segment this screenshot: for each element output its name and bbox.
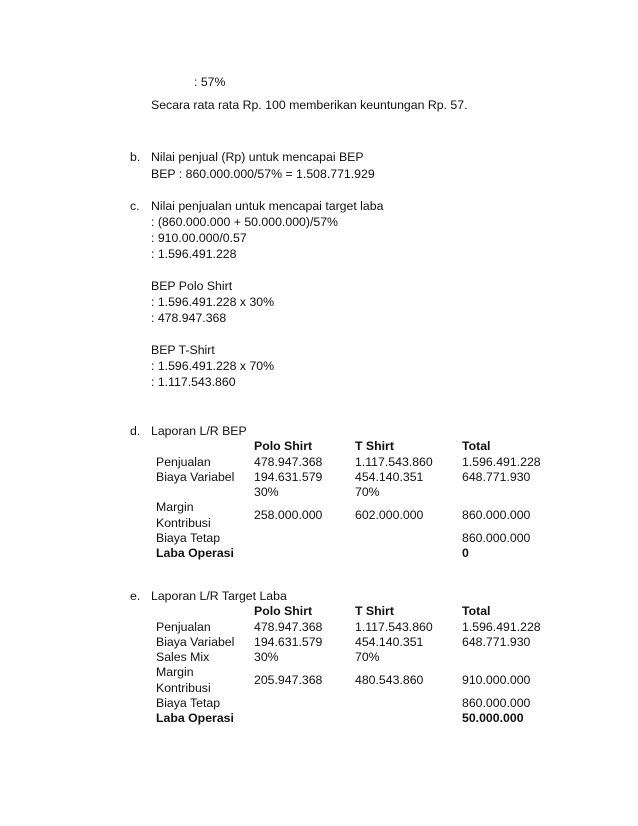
row-label-penjualan: Penjualan [156, 455, 211, 469]
bep-tshirt-line2: : 1.117.543.860 [151, 375, 236, 389]
row-label-sales-mix: Sales Mix [156, 650, 210, 664]
margin-percent-line: : 57% [194, 75, 226, 89]
row-label-biaya-variabel: Biaya Variabel [156, 470, 235, 484]
cell-penjualan-polo: 478.947.368 [254, 455, 323, 469]
bep-polo-title: BEP Polo Shirt [151, 279, 233, 293]
section-c-title: Nilai penjualan untuk mencapai target laba [151, 199, 384, 213]
cell-sales-mix-polo: 30% [254, 650, 279, 664]
bep-polo-line1: : 1.596.491.228 x 30% [151, 295, 275, 309]
cell-biaya-variabel-total: 648.771.930 [462, 470, 531, 484]
row-label-biaya-tetap: Biaya Tetap [156, 531, 221, 545]
cell-margin-total: 910.000.000 [462, 673, 531, 687]
row-label-kontribusi: Kontribusi [156, 681, 211, 695]
section-c-marker: c. [130, 199, 140, 213]
table-header-polo: Polo Shirt [254, 439, 313, 453]
section-d-title: Laporan L/R BEP [151, 424, 247, 438]
section-e-marker: e. [130, 589, 141, 603]
intro-sentence: Secara rata rata Rp. 100 memberikan keuntungan Rp. 57. [151, 98, 468, 112]
row-label-biaya-tetap: Biaya Tetap [156, 696, 221, 710]
cell-sales-mix-tshirt: 70% [355, 650, 380, 664]
section-b-bep-formula: BEP : 860.000.000/57% = 1.508.771.929 [151, 167, 375, 181]
table-header-tshirt: T Shirt [355, 439, 394, 453]
cell-laba-operasi-total: 0 [462, 546, 469, 560]
cell-penjualan-total: 1.596.491.228 [462, 455, 541, 469]
row-label-laba-operasi: Laba Operasi [156, 711, 234, 725]
section-c-formula-line1: : (860.000.000 + 50.000.000)/57% [151, 215, 338, 229]
row-label-margin: Margin [156, 665, 194, 679]
table-header-total: Total [462, 439, 491, 453]
cell-biaya-variabel-polo: 194.631.579 [254, 635, 323, 649]
row-label-penjualan: Penjualan [156, 620, 211, 634]
cell-penjualan-total: 1.596.491.228 [462, 620, 541, 634]
cell-biaya-variabel-tshirt: 454.140.351 [355, 470, 424, 484]
section-c-formula-line3: : 1.596.491.228 [151, 247, 237, 261]
bep-tshirt-title: BEP T-Shirt [151, 343, 215, 357]
cell-biaya-tetap-total: 860.000.000 [462, 696, 531, 710]
row-label-laba-operasi: Laba Operasi [156, 546, 234, 560]
bep-tshirt-line1: : 1.596.491.228 x 70% [151, 359, 275, 373]
cell-penjualan-tshirt: 1.117.543.860 [355, 620, 433, 634]
table-header-total: Total [462, 604, 491, 618]
section-e-title: Laporan L/R Target Laba [151, 589, 287, 603]
table-header-tshirt: T Shirt [355, 604, 394, 618]
cell-margin-polo: 205.947.368 [254, 673, 323, 687]
cell-mix-polo: 30% [254, 485, 279, 499]
row-label-margin: Margin [156, 500, 194, 514]
cell-penjualan-tshirt: 1.117.543.860 [355, 455, 433, 469]
section-c-formula-line2: : 910.00.000/0.57 [151, 231, 247, 245]
section-d-marker: d. [130, 424, 141, 438]
cell-biaya-tetap-total: 860.000.000 [462, 531, 531, 545]
table-header-polo: Polo Shirt [254, 604, 313, 618]
cell-margin-total: 860.000.000 [462, 508, 531, 522]
row-label-kontribusi: Kontribusi [156, 516, 211, 530]
cell-margin-polo: 258.000.000 [254, 508, 323, 522]
cell-biaya-variabel-polo: 194.631.579 [254, 470, 323, 484]
row-label-biaya-variabel: Biaya Variabel [156, 635, 235, 649]
section-b-marker: b. [130, 150, 141, 164]
cell-margin-tshirt: 480.543.860 [355, 673, 424, 687]
cell-biaya-variabel-total: 648.771.930 [462, 635, 531, 649]
cell-margin-tshirt: 602.000.000 [355, 508, 424, 522]
cell-mix-tshirt: 70% [355, 485, 380, 499]
cell-biaya-variabel-tshirt: 454.140.351 [355, 635, 424, 649]
section-b-title: Nilai penjual (Rp) untuk mencapai BEP [151, 150, 364, 164]
cell-laba-operasi-total: 50.000.000 [462, 711, 524, 725]
cell-penjualan-polo: 478.947.368 [254, 620, 323, 634]
bep-polo-line2: : 478.947.368 [151, 311, 227, 325]
